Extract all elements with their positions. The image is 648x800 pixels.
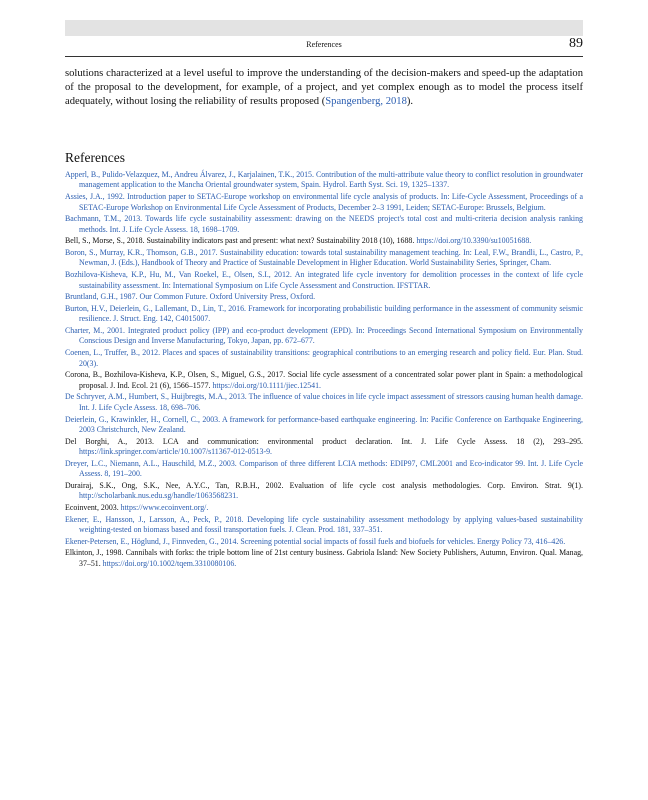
reference-text: Apperl, B., Pulido-Velazquez, M., Andreu Álvarez, J., Karjalainen, T.K., 2015. Contribution of the multi-attribute value theory to conflict resolution in groundwater management application to the Mancha Oriental groundwater system, Spain. Hydrol. Earth Syst. Sci. 19, 1325–1337. <box>65 170 583 190</box>
reference-entry[interactable] <box>65 270 583 291</box>
reference-text: Durairaj, S.K., Ong, S.K., Nee, A.Y.C., Tan, R.B.H., 2002. Evaluation of life cycle cost analysis methodologies. Corp. Environ. Strat. 9(1). <box>65 480 583 490</box>
reference-entry <box>65 481 583 502</box>
intro-text: solutions characterized at a level useful to improve the understanding of the decision-makers and speed-up the adaptation of the proposal to the development, for example, of a project, and yet complex enough as to model the process itself adequately, without losing the reliability of results proposed ( <box>65 68 583 107</box>
reference-entry[interactable] <box>65 415 583 436</box>
reference-text: Coenen, L., Truffer, B., 2012. Places and spaces of sustainability transitions: geographical contributions to an emerging research and policy field. Eur. Plan. Stud. 20(3). <box>65 348 583 368</box>
reference-text: Assies, J.A., 1992. Introduction paper to SETAC-Europe workshop on environmental life cycle analysis of products. In: Life-Cycle Assessment, Proceedings of a SETAC-Europe Workshop on Environmental Life Cycle Assessment of Products, December 2–3 1991, Leiden; SETAC-Europe: Brussels, Belgium. <box>65 192 583 212</box>
running-header <box>65 38 583 54</box>
header-band <box>65 20 583 36</box>
reference-entry[interactable] <box>65 392 583 413</box>
reference-list <box>65 170 583 571</box>
reference-entry <box>65 236 583 246</box>
reference-entry[interactable] <box>65 304 583 325</box>
reference-text: Deierlein, G., Krawinkler, H., Cornell, C., 2003. A framework for performance-based earthquake engineering. In: Pacific Conference on Earthquake Engineering, 2003 Christchurch, New Zealand. <box>65 414 583 434</box>
reference-entry[interactable] <box>65 537 583 547</box>
reference-text: Del Borghi, A., 2013. LCA and communication: environmental product declaration. Int. J. Life Cycle Assess. 18 (2), 293–295. <box>65 436 583 446</box>
reference-entry[interactable] <box>65 515 583 536</box>
reference-text: Corona, B., Bozhilova-Kisheva, K.P., Olsen, S., Miguel, G.S., 2017. Social life cycle assessment of a concentrated solar power plant in Spain: a methodological proposal. J. Ind. Ecol. 21 (6), 1566–1577. <box>65 370 583 390</box>
reference-entry <box>65 370 583 391</box>
reference-url-link[interactable]: https://www.ecoinvent.org/. <box>120 502 209 512</box>
intro-text-end: ). <box>406 96 414 107</box>
intro-paragraph <box>65 67 583 109</box>
reference-text: De Schryver, A.M., Humbert, S., Huijbregts, M.A., 2013. The influence of value choices in life cycle impact assessment of stressors causing human health damage. Int. J. Life Cycle Assess. 18, 698–706. <box>65 392 583 412</box>
reference-url-link[interactable]: https://doi.org/10.1111/jiec.12541. <box>212 380 322 390</box>
intro-citation-link[interactable]: Spangenberg, 2018 <box>325 96 407 107</box>
reference-text: Ecoinvent, 2003. <box>65 502 121 512</box>
reference-entry <box>65 503 583 513</box>
reference-text: Elkinton, J., 1998. Cannibals with forks: the triple bottom line of 21st century business. Gabriola Island: New Society Publishers, Autumn, Environ. Qual. Manag, 37–51. <box>65 548 583 568</box>
reference-url-link[interactable]: https://doi.org/10.1002/tqem.3310080106. <box>102 558 237 568</box>
reference-entry[interactable] <box>65 214 583 235</box>
reference-entry[interactable] <box>65 248 583 269</box>
reference-text: Bachmann, T.M., 2013. Towards life cycle sustainability assessment: drawing on the NEEDS project's total cost and multi-criteria decision analysis ranking methods. Int. J. Life Cycle Assess. 18, 1698–1709. <box>65 214 583 234</box>
reference-entry[interactable] <box>65 170 583 191</box>
reference-entry[interactable] <box>65 459 583 480</box>
reference-entry[interactable] <box>65 326 583 347</box>
reference-text: Charter, M., 2001. Integrated product policy (IPP) and eco-product development (EPD). In: Proceedings Second International Symposium on Environmentally Conscious Design and Inverse Manufacturing, Tokyo, Japan, pp. 672–677. <box>65 326 583 346</box>
references-heading: References <box>65 150 125 165</box>
reference-text: Ekener-Petersen, E., Höglund, J., Finnveden, G., 2014. Screening potential social impacts of fossil fuels and biofuels for vehicles. Energy Policy 73, 416–426. <box>65 536 566 546</box>
reference-text: Bell, S., Morse, S., 2018. Sustainability indicators past and present: what next? Sustainability 2018 (10), 1688. <box>65 236 417 246</box>
reference-entry[interactable] <box>65 192 583 213</box>
reference-entry <box>65 548 583 569</box>
reference-text: Dreyer, L.C., Niemann, A.L., Hauschild, M.Z., 2003. Comparison of three different LCIA methods: EDIP97, CML2001 and Eco-indicator 99. Int. J. Life Cycle Assess. 8, 191–200. <box>65 458 583 479</box>
running-title: References <box>306 40 342 49</box>
reference-url-link[interactable]: http://scholarbank.nus.edu.sg/handle/1063568231. <box>79 491 239 501</box>
reference-entry[interactable] <box>65 292 583 302</box>
reference-text: Ekener, E., Hansson, J., Larsson, A., Peck, P., 2018. Developing life cycle sustainability assessment methodology by applying values-based sustainability weighting-tested on biomass based and fossil transportation fuels. J. Clean. Prod. 181, 337–351. <box>65 514 583 535</box>
reference-text: Bruntland, G.H., 1987. Our Common Future. Oxford University Press, Oxford. <box>65 292 316 302</box>
reference-url-link[interactable]: https://link.springer.com/article/10.1007/s11367-012-0513-9. <box>79 447 273 457</box>
header-divider <box>65 56 583 57</box>
reference-entry <box>65 437 583 458</box>
reference-text: Boron, S., Murray, K.R., Thomson, G.B., 2017. Sustainability education: towards total sustainability management teaching. In: Leal, F.W., Brandli, L., Castro, P., Newman, J. (Eds.), Handbook of Theory and Practice of Sustainable Development in Higher Education. World Sustainability Series, Springer, Cham. <box>65 248 583 268</box>
page-number: 89 <box>569 36 583 51</box>
reference-text: Burton, H.V., Deierlein, G., Lallemant, D., Lin, T., 2016. Framework for incorporating probabilistic building performance in the assessment of community seismic resilience. J. Struct. Eng. 142, C4015007. <box>65 303 583 324</box>
reference-url-link[interactable]: https://doi.org/10.3390/su10051688. <box>416 236 532 246</box>
reference-entry[interactable] <box>65 348 583 369</box>
reference-text: Bozhilova-Kisheva, K.P., Hu, M., Van Roekel, E., Olsen, S.I., 2012. An integrated life cycle inventory for demolition processes in the context of life cycle sustainability assessment. In: International Symposium on Life Cycle Assessment and Construction. IFSTTAR. <box>65 270 583 290</box>
